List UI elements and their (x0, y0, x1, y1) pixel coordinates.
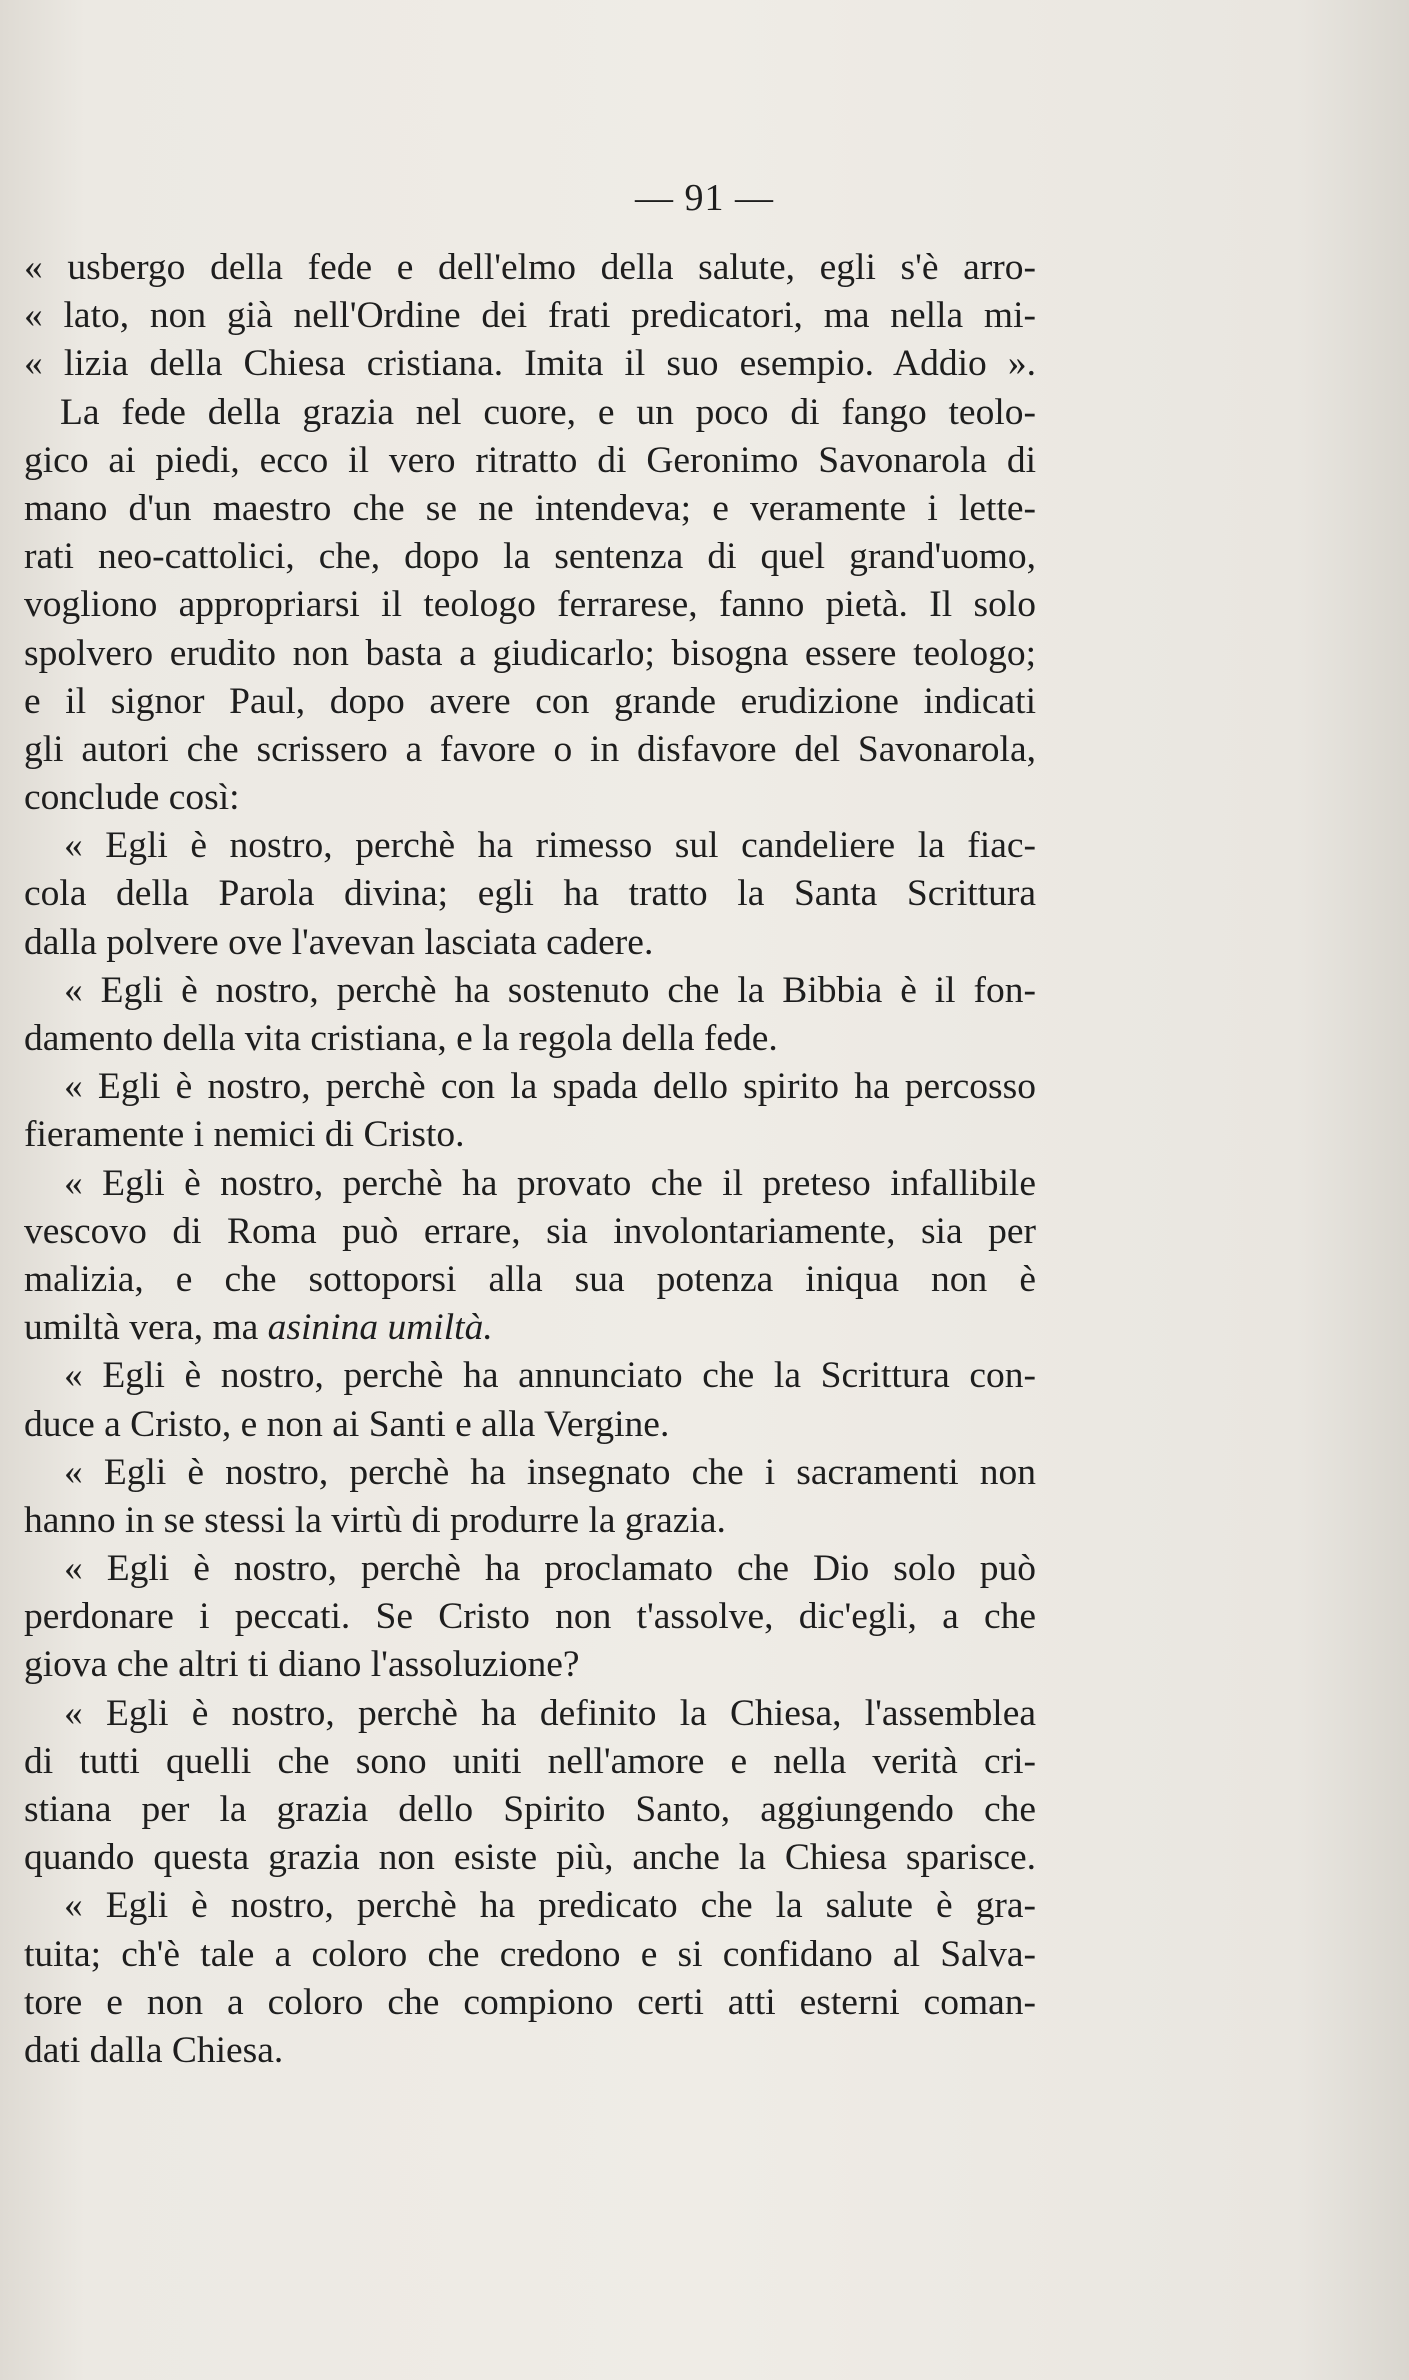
text-line: cola della Parola divina; egli ha tratto la Santa Scrittura (24, 873, 1036, 915)
text-line: gico ai piedi, ecco il vero ritratto di Geronimo Savonarola di (24, 439, 1036, 481)
text-line: stiana per la grazia dello Spirito Santo, aggiungendo che (24, 1789, 1036, 1830)
text-line: tore e non a coloro che compiono certi atti esterni coman- (24, 1981, 1036, 2023)
text-line: gli autori che scrissero a favore o in disfavore del Savonarola, (24, 728, 1036, 770)
text-line: e il signor Paul, dopo avere con grande erudizione indicati (24, 680, 1036, 722)
text-line: mano d'un maestro che se ne intendeva; e veramente i lette- (24, 487, 1036, 529)
text-line: dalla polvere ove l'avevan lasciata cadere. (24, 921, 654, 963)
text-line: « Egli è nostro, perchè ha sostenuto che la Bibbia è il fon- (64, 969, 1036, 1011)
text-line: « Egli è nostro, perchè ha predicato che la salute è gra- (64, 1885, 1036, 1927)
text-line: perdonare i peccati. Se Cristo non t'assolve, dic'egli, a che (24, 1596, 1036, 1638)
text-line: « Egli è nostro, perchè ha insegnato che i sacramenti non (64, 1451, 1036, 1493)
text-line: dati dalla Chiesa. (24, 2029, 284, 2071)
text-line: « lizia della Chiesa cristiana. Imita il suo esempio. Addio ». (24, 343, 1036, 385)
text-line: « usbergo della fede e dell'elmo della salute, egli s'è arro- (24, 247, 1036, 288)
text-line: spolvero erudito non basta a giudicarlo; bisogna essere teologo; (24, 632, 1036, 674)
text-line: giova che altri ti diano l'assoluzione? (24, 1644, 580, 1686)
text-line: hanno in se stessi la virtù di produrre la grazia. (24, 1499, 726, 1541)
text-line: « Egli è nostro, perchè ha annunciato che la Scrittura con- (64, 1355, 1036, 1397)
page-body-text (24, 244, 1036, 2075)
text-line: « Egli è nostro, perchè ha provato che il preteso infallibile (64, 1162, 1036, 1204)
text-line: La fede della grazia nel cuore, e un poco di fango teolo- (60, 391, 1036, 433)
text-line: malizia, e che sottoporsi alla sua potenza iniqua non è (24, 1258, 1036, 1300)
text-line-with-italic (24, 1304, 1036, 1352)
page-number: — 91 — (635, 177, 774, 219)
text-line: vogliono appropriarsi il teologo ferrarese, fanno pietà. Il solo (24, 584, 1036, 626)
text-line: rati neo-cattolici, che, dopo la sentenza di quel grand'uomo, (24, 536, 1036, 578)
text-line: conclude così: (24, 777, 240, 819)
text-line: duce a Cristo, e non ai Santi e alla Vergine. (24, 1403, 670, 1445)
text-line: « Egli è nostro, perchè con la spada dello spirito ha percosso (64, 1066, 1036, 1108)
text-line: « Egli è nostro, perchè ha definito la Chiesa, l'assemblea (64, 1692, 1036, 1734)
text-line: « lato, non già nell'Ordine dei frati predicatori, ma nella mi- (24, 295, 1036, 337)
text-line: « Egli è nostro, perchè ha rimesso sul candeliere la fiac- (64, 825, 1036, 867)
italic-phrase: asinina umiltà. (267, 1307, 493, 1349)
text-line: vescovo di Roma può errare, sia involontariamente, sia per (24, 1210, 1036, 1252)
text-line: fieramente i nemici di Cristo. (24, 1114, 465, 1156)
text-line: quando questa grazia non esiste più, anche la Chiesa sparisce. (24, 1837, 1036, 1879)
text-line: « Egli è nostro, perchè ha proclamato che Dio solo può (64, 1548, 1036, 1590)
text-fragment: umiltà vera, ma (24, 1307, 259, 1349)
text-line: tuita; ch'è tale a coloro che credono e si confidano al Salva- (24, 1933, 1036, 1975)
text-line: di tutti quelli che sono uniti nell'amore e nella verità cri- (24, 1740, 1036, 1782)
text-line: damento della vita cristiana, e la regola della fede. (24, 1018, 778, 1059)
